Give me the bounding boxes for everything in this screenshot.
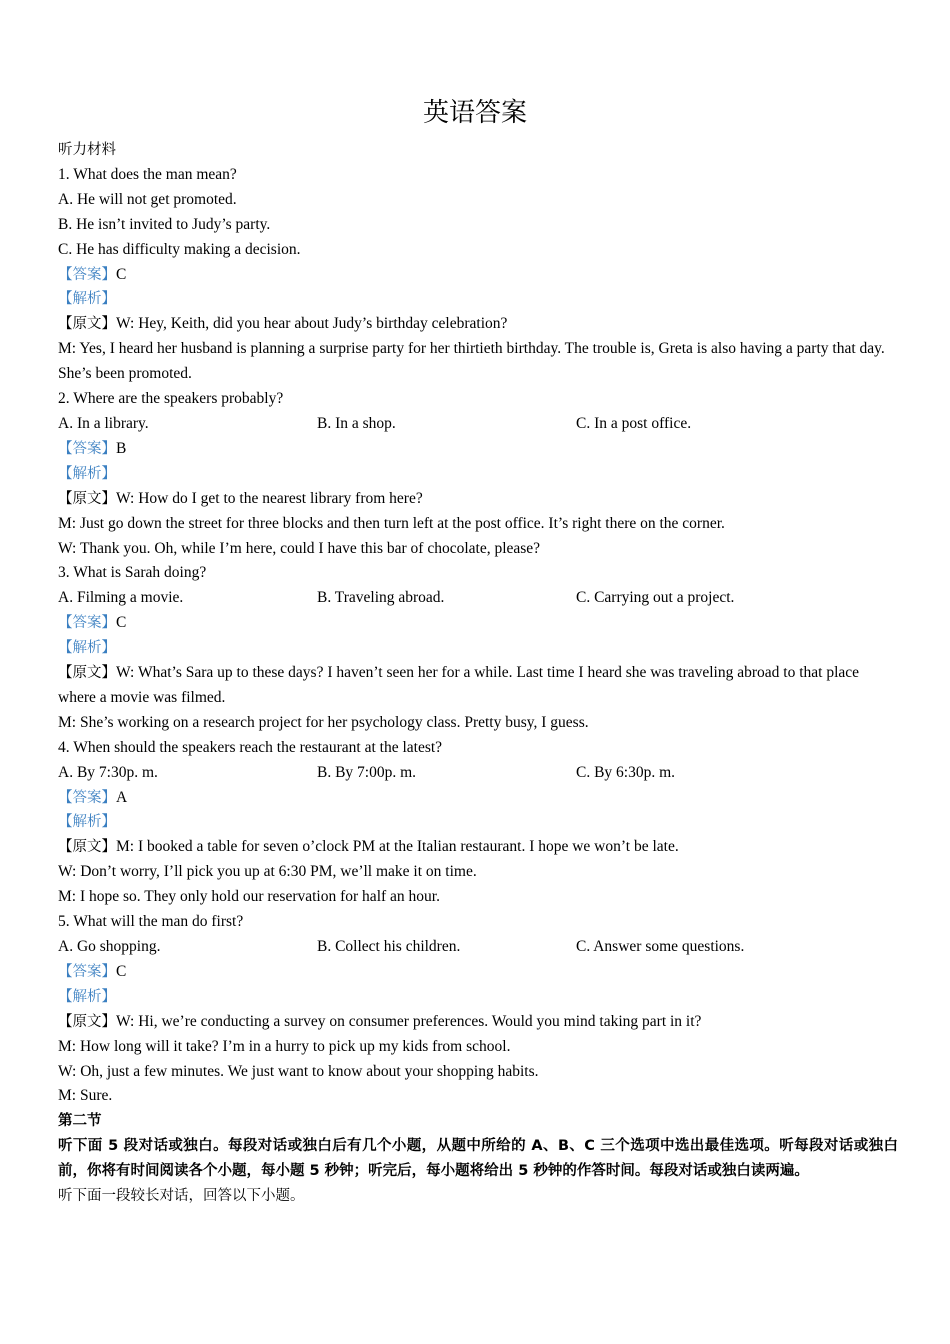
question-block-2 xyxy=(58,387,898,561)
question-block-5 xyxy=(58,910,898,1109)
transcript-line: M: I booked a table for seven o’clock PM at the Italian restaurant. I hope we won’t be late. xyxy=(116,838,679,856)
answer-label: 【答案】 xyxy=(58,266,116,283)
transcript-line: W: Hi, we’re conducting a survey on consumer preferences. Would you mind taking part in it? xyxy=(116,1012,702,1030)
options-row xyxy=(58,586,898,611)
transcript-line: M: She’s working on a research project for her psychology class. Pretty busy, I guess. xyxy=(58,713,589,731)
option-b: B. Traveling abroad. xyxy=(317,589,445,607)
transcript-line: W: What’s Sara up to these days? I haven’t seen her for a while. Last time I heard she was traveling abroad to that place where a movie was filmed. xyxy=(58,664,860,706)
analysis-row xyxy=(58,636,898,661)
transcript-line: W: Thank you. Oh, while I’m here, could I have this bar of chocolate, please? xyxy=(58,539,541,557)
transcript-label: 【原文】 xyxy=(58,1013,116,1030)
transcript-line: M: Just go down the street for three blocks and then turn left at the post office. It’s right there on the corner. xyxy=(58,514,725,532)
answer-label: 【答案】 xyxy=(58,440,116,457)
answer-row xyxy=(58,611,898,636)
transcript-row xyxy=(58,835,898,860)
transcript-line: W: Oh, just a few minutes. We just want to know about your shopping habits. xyxy=(58,1062,539,1080)
question-block-1 xyxy=(58,163,898,387)
option-b: B. In a shop. xyxy=(317,414,396,432)
analysis-row xyxy=(58,287,898,312)
analysis-label: 【解析】 xyxy=(58,640,116,657)
answer-label: 【答案】 xyxy=(58,615,116,632)
answer-label: 【答案】 xyxy=(58,789,116,806)
answer-row xyxy=(58,786,898,811)
transcript-line: W: Hey, Keith, did you hear about Judy’s birthday celebration? xyxy=(116,315,508,333)
answer-value: C xyxy=(116,614,127,632)
options-row xyxy=(58,412,898,437)
question-text: 4. When should the speakers reach the restaurant at the latest? xyxy=(58,738,443,756)
question-block-3 xyxy=(58,561,898,735)
transcript-label: 【原文】 xyxy=(58,665,116,682)
analysis-label: 【解析】 xyxy=(58,814,116,831)
answer-row xyxy=(58,263,898,288)
section-heading: 听力材料 xyxy=(58,142,116,158)
transcript-line: M: Sure. xyxy=(58,1087,113,1105)
question-text: 5. What will the man do first? xyxy=(58,913,244,931)
question-text: 2. Where are the speakers probably? xyxy=(58,390,284,408)
transcript-row xyxy=(58,1010,898,1035)
question-block-4 xyxy=(58,736,898,910)
analysis-row xyxy=(58,810,898,835)
transcript-line: M: How long will it take? I’m in a hurry to pick up my kids from school. xyxy=(58,1037,511,1055)
section2-instruction: 听下面 5 段对话或独白。每段对话或独白后有几个小题，从题中所给的 A、B、C 三个选项中选出最佳选项。听每段对话或独白前，你将有时间阅读各个小题，每小题 5 秒钟；听完后，每小题将给出 5 秒钟的作答时间。每段对话或独白读两遍。 xyxy=(58,1138,898,1180)
option-c: C. Carrying out a project. xyxy=(576,589,735,607)
question-text: 3. What is Sarah doing? xyxy=(58,564,207,582)
option-c: C. In a post office. xyxy=(576,414,692,432)
options-row xyxy=(58,935,898,960)
answer-row xyxy=(58,437,898,462)
transcript-label: 【原文】 xyxy=(58,316,116,333)
transcript-label: 【原文】 xyxy=(58,839,116,856)
transcript-line: M: I hope so. They only hold our reservation for half an hour. xyxy=(58,888,440,906)
option-b: B. By 7:00p. m. xyxy=(317,763,417,781)
transcript-line: W: How do I get to the nearest library from here? xyxy=(116,489,423,507)
option-a: A. Go shopping. xyxy=(58,938,161,955)
transcript-label: 【原文】 xyxy=(58,490,116,507)
option-a: A. Filming a movie. xyxy=(58,589,184,607)
transcript-row xyxy=(58,312,898,337)
option-a: A. He will not get promoted. xyxy=(58,190,237,208)
options-row xyxy=(58,761,898,786)
answer-value: C xyxy=(116,962,127,980)
option-c: C. By 6:30p. m. xyxy=(576,763,676,781)
transcript-line: M: Yes, I heard her husband is planning a surprise party for her thirtieth birthday. The trouble is, Greta is also having a party that day. She’s been promoted. xyxy=(58,340,885,383)
option-c: C. Answer some questions. xyxy=(576,938,745,955)
answer-value: C xyxy=(116,265,127,283)
analysis-label: 【解析】 xyxy=(58,465,116,482)
transcript-line: W: Don’t worry, I’ll pick you up at 6:30 PM, we’ll make it on time. xyxy=(58,863,477,881)
analysis-row xyxy=(58,985,898,1010)
answer-label: 【答案】 xyxy=(58,963,116,980)
document-body xyxy=(58,138,898,1209)
answer-value: A xyxy=(116,788,128,806)
option-b: B. He isn’t invited to Judy’s party. xyxy=(58,215,271,233)
analysis-row xyxy=(58,462,898,487)
answer-row xyxy=(58,960,898,985)
section2-heading: 第二节 xyxy=(58,1113,102,1130)
option-a: A. By 7:30p. m. xyxy=(58,763,158,781)
analysis-label: 【解析】 xyxy=(58,291,116,308)
transcript-row xyxy=(58,661,898,711)
transcript-row xyxy=(58,487,898,512)
option-b: B. Collect his children. xyxy=(317,938,461,955)
option-c: C. He has difficulty making a decision. xyxy=(58,240,301,258)
question-list xyxy=(58,163,898,1109)
option-a: A. In a library. xyxy=(58,414,149,432)
analysis-label: 【解析】 xyxy=(58,988,116,1005)
page-title: 英语答案 xyxy=(422,98,527,128)
answer-value: B xyxy=(116,439,127,457)
section2-note: 听下面一段较长对话，回答以下小题。 xyxy=(58,1188,305,1205)
question-text: 1. What does the man mean? xyxy=(58,165,237,183)
